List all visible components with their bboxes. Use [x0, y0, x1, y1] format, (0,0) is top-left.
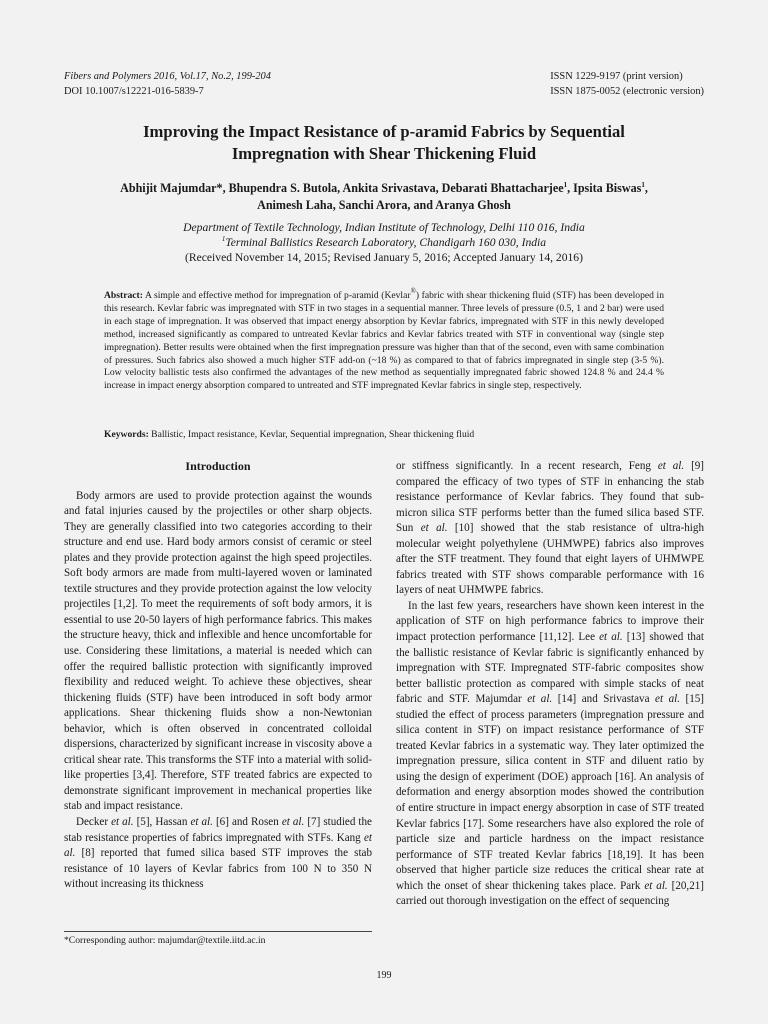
keywords: [104, 428, 664, 441]
paper-title: [64, 121, 704, 165]
abstract-label: Abstract:: [104, 290, 143, 301]
authors-part-b: , Ipsita Biswas: [567, 181, 642, 195]
affiliation-lab-text: Terminal Ballistics Research Laboratory, Chandigarh 160 030, India: [225, 236, 547, 249]
registered-mark: ®: [410, 287, 416, 295]
paragraph: In the last few years, researchers have shown keen interest in the application of STF on high performance fabrics to improve their impact protection performance [11,12]. Lee et al. [13] showed that the ballistic resistance of Kevlar fabric is significantly enhanced by impregnation with STF. Impregnated STF-fabric composites show better ballistic protection as compared with simple stacks of neat fabric and STF. Majumdar et al. [14] and Srivastava et al. [15] studied the effect of process parameters (impregnation pressure and silica content in STF) on impact resistance performance of STF treated Kevlar fabrics in a systematic way. They later optimized the impregnation pressure, silica content in STF and diluent ratio by using the design of experiment (DOE) approach [16]. An analysis of deformation and energy absorption modes showed the contribution of entire structure in impact energy absorption in case of STF treated Kevlar fabrics [17]. Some researchers have also explored the role of particle size and particle hardness on the impact resistance performance of STF treated Kevlar fabrics [18,19]. It has been observed that higher particle size reduces the critical shear rate at which the onset of shear thickening takes place. Park et al. [20,21] carried out thorough investigation on the effect of sequencing: [396, 599, 704, 908]
affiliations: [64, 220, 704, 265]
abstract-text-a: A simple and effective method for impregnation of p-aramid (Kevlar: [142, 290, 411, 301]
title-line-1: Improving the Impact Resistance of p-aramid Fabrics by Sequential: [143, 122, 625, 141]
doi: DOI 10.1007/s12221-016-5839-7: [64, 86, 204, 97]
keywords-text: Ballistic, Impact resistance, Kevlar, Sequential impregnation, Shear thickening fluid: [148, 429, 475, 440]
keywords-label: Keywords:: [104, 429, 149, 440]
received-dates: (Received November 14, 2015; Revised January 5, 2016; Accepted January 14, 2016): [185, 251, 583, 264]
journal-info: Fibers and Polymers 2016, Vol.17, No.2, 199-204: [64, 71, 271, 82]
abstract: [104, 287, 665, 393]
left-column: [64, 459, 372, 893]
author-list: [64, 180, 704, 214]
paragraph: Decker et al. [5], Hassan et al. [6] and Rosen et al. [7] studied the stab resistance properties of fabrics impregnated with STFs. Kang et al. [8] reported that fumed silica based STF improves the stab resistance of 10 layers of Kevlar fabrics from 100 N to 350 N without increasing its thickness: [64, 816, 372, 891]
issn-header: [550, 69, 704, 99]
corresponding-author-footnote: *Corresponding author: majumdar@textile.iitd.ac.in: [64, 931, 372, 947]
right-column: [396, 459, 704, 910]
title-line-2: Impregnation with Shear Thickening Fluid: [231, 144, 537, 163]
authors-part-c: ,: [644, 181, 648, 195]
issn-print: ISSN 1229-9197 (print version): [550, 71, 683, 82]
affil-mark-2: 1: [641, 181, 645, 189]
affiliation-lab: [64, 235, 704, 250]
authors-line-1: [64, 180, 704, 197]
abstract-text-b: ) fabric with shear thickening fluid (STF) has been developed in this research. Kevlar fabric was impregnated with STF in two stages in a sequential manner. Three levels of pressure (0.5, 1 and 2 bar) were used in each stage of impregnation. It was observed that impact energy absorption by Kevlar fabrics, impregnated with STF in this newly developed method, increased significantly as compared to untreated Kevlar fabrics and Kevlar fabrics treated with STF in conventional way (single step impregnation). Better results were obtained when the first impregnation pressure was higher than that of the second, even with same combination of pressures. Such fabrics also showed a much higher STF add-on (~18 %) as compared to that of fabrics impregnated in single step (3-5 %). Low velocity ballistic tests also confirmed the advantages of the new method as sequentially impregnated fabric showed 124.8 % and 24.4 % increase in impact energy absorption compared to untreated and STF impregnated Kevlar fabrics in single step, respectively.: [104, 290, 665, 392]
section-heading-introduction: Introduction: [185, 459, 251, 473]
affil-mark: 1: [221, 235, 226, 243]
authors-line-2: Animesh Laha, Sanchi Arora, and Aranya Ghosh: [257, 198, 511, 212]
paragraph: Body armors are used to provide protection against the wounds and fatal injuries caused by the projectiles or other sharp objects. They are generally classified into two categories according to their structure and end use. Hard body armors consist of ceramic or steel plates and they provide protection against the high speed projectiles. Soft body armors are made from multi-layered woven or laminated textile structures and they provide protection against the low velocity projectiles [1,2]. To meet the requirements of soft body armors, it is essential to use 20-50 layers of high performance fabrics. This makes the structure heavy, thick and inflexible and hence uncomfortable for use. Considering these limitations, a material is needed which can offer the required ballistic protection with significantly improved flexibility and reduced weight. To achieve these objectives, shear thickening fluids (STF) have been introduced in soft body armor applications. Shear thickening fluids show a non-Newtonian behavior, which is often observed in concentrated colloidal dispersions, characterized by significant increase in viscosity above a critical shear rate. This transforms the STF into a material with solid-like properties [3,4]. Therefore, STF treated fabrics are expected to demonstrate significant improvement in mechanical properties like stab and impact resistance.: [64, 489, 372, 813]
journal-header: [64, 69, 271, 99]
page-number: 199: [376, 970, 392, 981]
paragraph: or stiffness significantly. In a recent research, Feng et al. [9] compared the efficacy of two types of STF in enhancing the stab resistance performance of Kevlar fabrics. They found that sub-micron silica STF performs better than the fumed silica based STF. Sun et al. [10] showed that the stab resistance of ultra-high molecular weight polyethylene (UHMWPE) fabrics also improves after the STF treatment. They found that eight layers of UHMWPE fabrics treated with STF shows comparable performance with 16 layers of neat UHMWPE fabrics.: [396, 460, 705, 597]
issn-electronic: ISSN 1875-0052 (electronic version): [550, 86, 704, 97]
affil-mark-1: 1: [563, 181, 568, 189]
authors-part-a: Abhijit Majumdar*, Bhupendra S. Butola, Ankita Srivastava, Debarati Bhattacharjee: [120, 181, 564, 195]
affiliation-dept: Department of Textile Technology, Indian Institute of Technology, Delhi 110 016, India: [183, 221, 585, 234]
